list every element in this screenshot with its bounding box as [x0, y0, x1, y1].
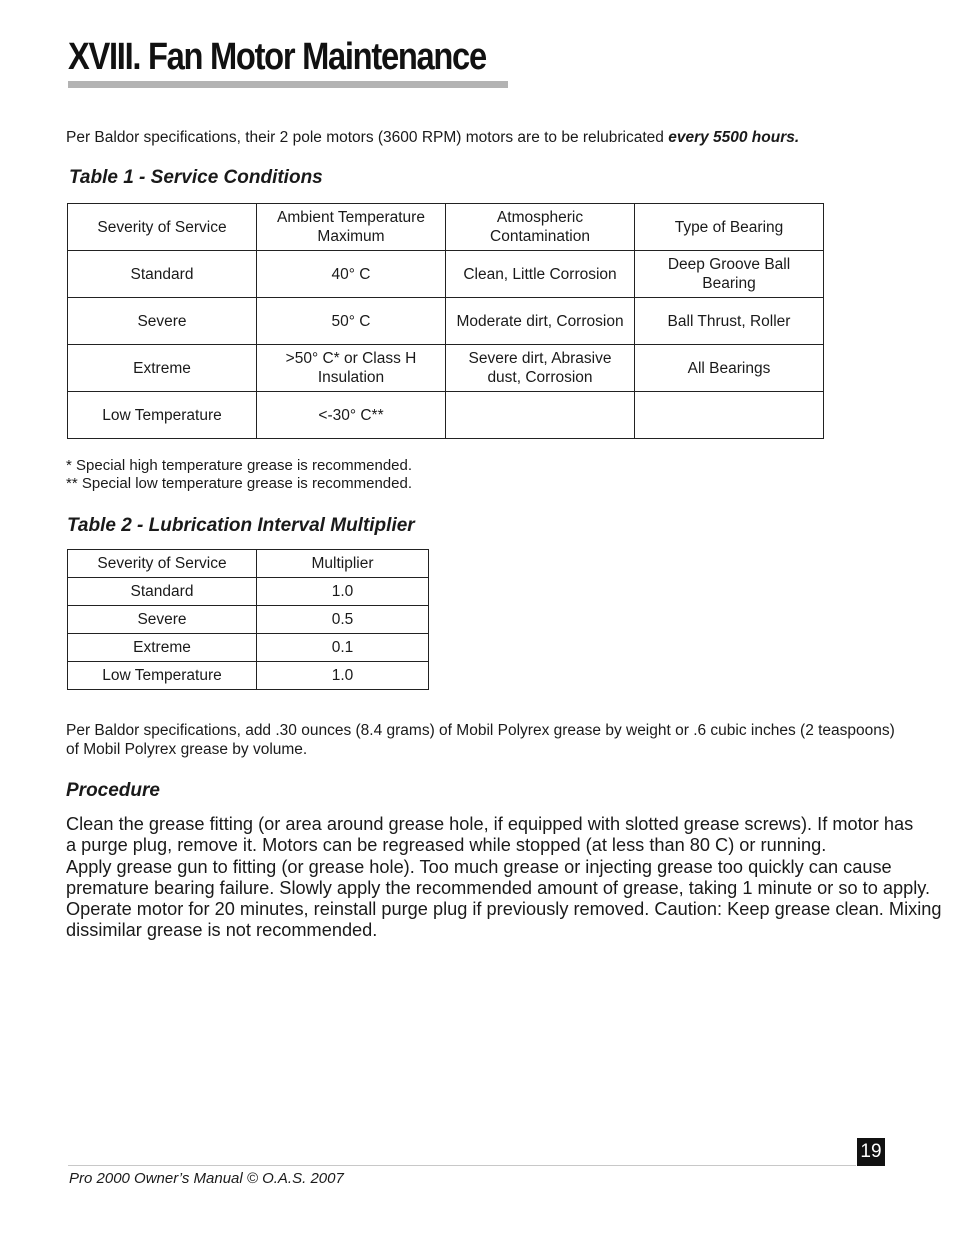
table-row [68, 298, 824, 345]
table-row [68, 578, 429, 606]
table-cell: 1.0 [257, 662, 429, 690]
table-cell: Standard [68, 251, 257, 298]
footer-divider [68, 1165, 856, 1166]
table-cell: Standard [68, 578, 257, 606]
table1-heading: Table 1 - Service Conditions [69, 167, 323, 188]
table-cell: All Bearings [635, 345, 824, 392]
page-title: XVIII. Fan Motor Maintenance [68, 36, 486, 78]
table-cell: <-30° C** [257, 392, 446, 439]
table-header-cell: Ambient Temperature Maximum [257, 204, 446, 251]
table-cell: Low Temperature [68, 662, 257, 690]
table-cell: Severe [68, 298, 257, 345]
table2-heading: Table 2 - Lubrication Interval Multiplier [67, 515, 415, 536]
table-row [68, 345, 824, 392]
table-row [68, 251, 824, 298]
lubrication-multiplier-table [67, 549, 429, 690]
table-row [68, 606, 429, 634]
procedure-line: premature bearing failure. Slowly apply the recommended amount of grease, taking 1 minute or so to apply. [66, 877, 931, 898]
table-cell: Clean, Little Corrosion [446, 251, 635, 298]
table-cell: 50° C [257, 298, 446, 345]
procedure-line: Apply grease gun to fitting (or grease hole). Too much grease or injecting grease too quickly can cause [66, 856, 892, 877]
footnote-high-temp: * Special high temperature grease is recommended. [66, 457, 413, 474]
page-number: 19 [857, 1138, 885, 1166]
procedure-line: dissimilar grease is not recommended. [66, 920, 378, 941]
table-cell [635, 392, 824, 439]
footer-text: Pro 2000 Owner’s Manual © O.A.S. 2007 [69, 1170, 344, 1187]
table-row [68, 662, 429, 690]
title-underline [68, 81, 508, 88]
procedure-heading: Procedure [66, 780, 160, 801]
table-header-row [68, 550, 429, 578]
table-header-row [68, 204, 824, 251]
table-header-cell: Multiplier [257, 550, 429, 578]
table-cell: Severe [68, 606, 257, 634]
table-cell: Extreme [68, 345, 257, 392]
procedure-line: Clean the grease fitting (or area around grease hole, if equipped with slotted grease screws). If motor has [66, 814, 914, 834]
table-cell [446, 392, 635, 439]
table-cell: Severe dirt, Abrasive dust, Corrosion [446, 345, 635, 392]
table-row [68, 392, 824, 439]
table-cell: Ball Thrust, Roller [635, 298, 824, 345]
table-row [68, 634, 429, 662]
procedure-line: Operate motor for 20 minutes, reinstall purge plug if previously removed. Caution: Keep grease clean. Mixing [66, 899, 942, 920]
table-header-cell: Type of Bearing [635, 204, 824, 251]
table-header-cell: Atmospheric Contamination [446, 204, 635, 251]
intro-text: Per Baldor specifications, their 2 pole motors (3600 RPM) motors are to be relubricated [66, 129, 669, 146]
table-cell: 0.1 [257, 634, 429, 662]
table-cell: 0.5 [257, 606, 429, 634]
table-cell: Extreme [68, 634, 257, 662]
table-cell: 1.0 [257, 578, 429, 606]
table-header-cell: Severity of Service [68, 550, 257, 578]
table-cell: Moderate dirt, Corrosion [446, 298, 635, 345]
intro-emphasis: every 5500 hours. [668, 129, 800, 146]
table-cell: Low Temperature [68, 392, 257, 439]
table-cell: 40° C [257, 251, 446, 298]
procedure-line: a purge plug, remove it. Motors can be regreased while stopped (at less than 80 C) or running. [66, 835, 827, 856]
footnote-low-temp: ** Special low temperature grease is recommended. [66, 475, 413, 492]
procedure-text [66, 814, 942, 942]
service-conditions-table [67, 203, 824, 439]
intro-paragraph [66, 128, 799, 147]
table-cell: >50° C* or Class H Insulation [257, 345, 446, 392]
grease-amount-paragraph: Per Baldor specifications, add .30 ounces (8.4 grams) of Mobil Polyrex grease by weight or .6 cubic inches (2 teaspoons) of Mobil Polyrex grease by volume. [66, 722, 895, 758]
table-cell: Deep Groove Ball Bearing [635, 251, 824, 298]
table-header-cell: Severity of Service [68, 204, 257, 251]
